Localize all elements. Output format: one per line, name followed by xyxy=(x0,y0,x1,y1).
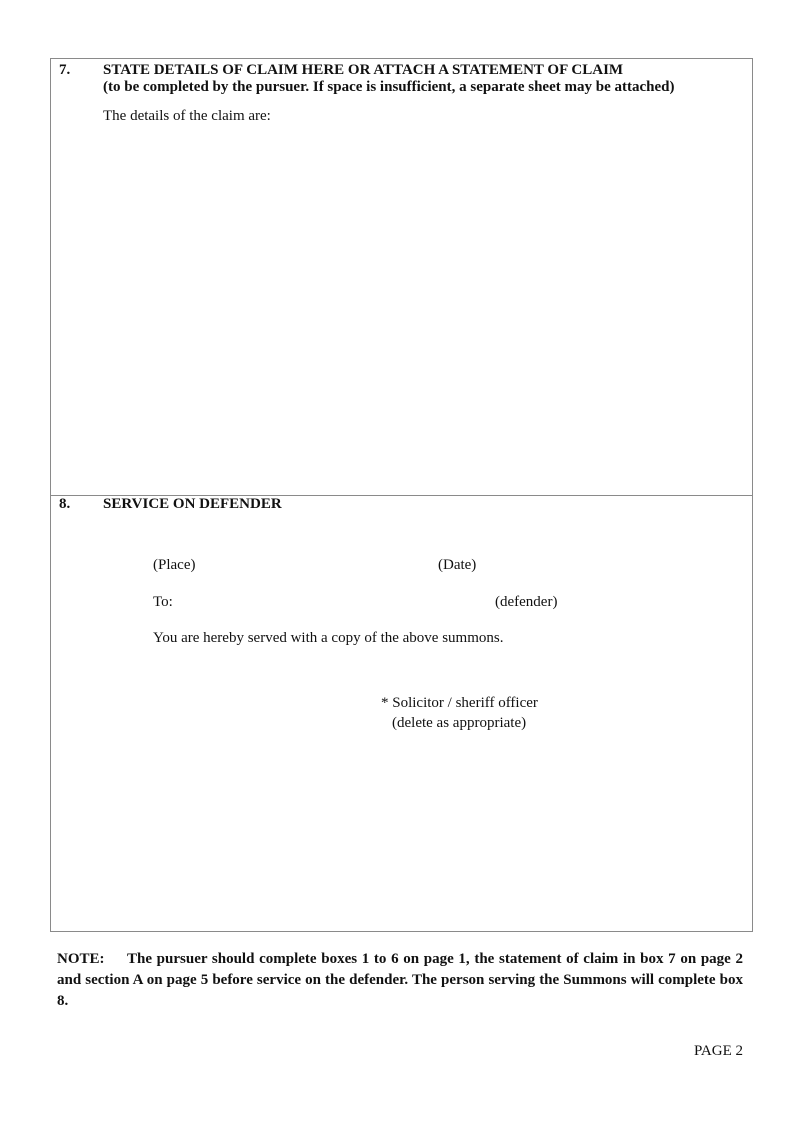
signatory-note: (delete as appropriate) xyxy=(392,715,527,731)
page-number: PAGE 2 xyxy=(693,1043,743,1059)
claim-details-label: The details of the claim are: xyxy=(103,108,271,124)
box-8-service-on-defender xyxy=(50,495,753,932)
box-8-number: 8. xyxy=(59,496,71,512)
signatory-label: * Solicitor / sheriff officer xyxy=(381,695,538,711)
defender-label: (defender) xyxy=(495,594,558,610)
box-8-title: SERVICE ON DEFENDER xyxy=(103,496,282,512)
date-label: (Date) xyxy=(438,557,477,573)
box-7-claim-details xyxy=(50,58,753,496)
to-label: To: xyxy=(153,594,173,610)
note-text: The pursuer should complete boxes 1 to 6 on page 1, the statement of claim in box 7 on page 2 and section A on page 5 before service on the defender. The person serving the Summons will complete box 8. xyxy=(57,951,743,1009)
note-label: NOTE: xyxy=(57,951,105,967)
note-paragraph xyxy=(57,949,743,1012)
box-7-subtitle: (to be completed by the pursuer. If space is insufficient, a separate sheet may be attached) xyxy=(103,79,675,95)
box-7-title: STATE DETAILS OF CLAIM HERE OR ATTACH A STATEMENT OF CLAIM xyxy=(103,62,624,78)
served-statement: You are hereby served with a copy of the above summons. xyxy=(153,630,504,646)
place-label: (Place) xyxy=(153,557,196,573)
box-7-number: 7. xyxy=(59,62,71,78)
